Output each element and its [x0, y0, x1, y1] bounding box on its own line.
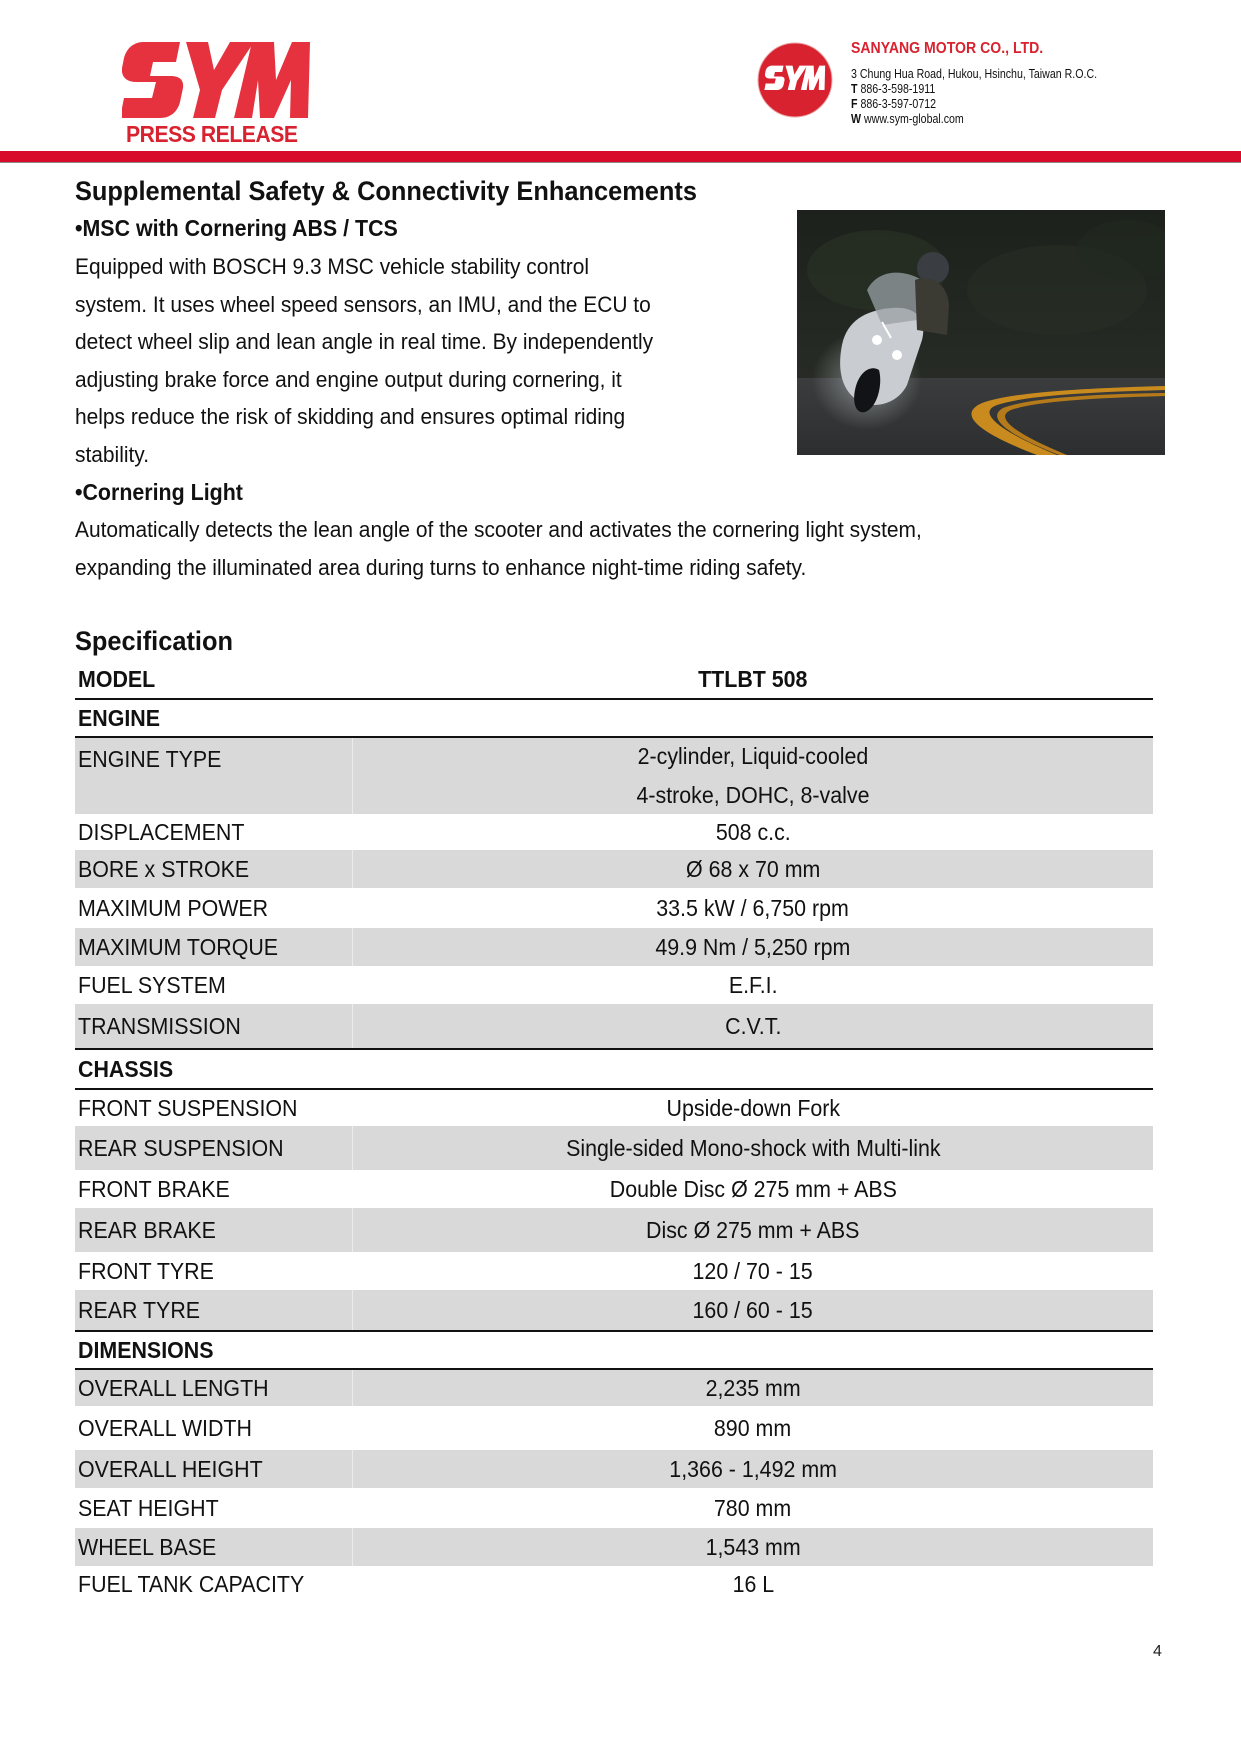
spec-value: 2-cylinder, Liquid-cooled 4-stroke, DOHC, 8-valve	[636, 743, 870, 808]
company-address: 3 Chung Hua Road, Hukou, Hsinchu, Taiwan R.O.C.	[851, 67, 1098, 81]
spec-label: REAR BRAKE	[75, 1208, 353, 1252]
spec-value: 160 / 60 - 15	[692, 1296, 814, 1323]
spec-value: Upside-down Fork	[666, 1094, 840, 1121]
spec-value: 1,543 mm	[705, 1533, 801, 1560]
company-phone	[851, 83, 1097, 98]
spec-row	[75, 888, 1153, 928]
sym-logo	[122, 40, 310, 122]
spec-value: 16 L	[732, 1570, 774, 1597]
spec-row	[75, 736, 1153, 814]
scooter-photo-illustration	[797, 210, 1165, 455]
spec-label: FRONT SUSPENSION	[78, 1094, 298, 1121]
spec-value: 780 mm	[714, 1494, 792, 1521]
fax-number: 886-3-597-0712	[860, 97, 937, 111]
spec-row	[75, 928, 1153, 966]
spec-value: 49.9 Nm / 5,250 rpm	[655, 933, 851, 960]
spec-label: BORE x STROKE	[75, 850, 353, 888]
spec-row	[75, 1252, 1153, 1290]
spec-label: FUEL SYSTEM	[78, 971, 226, 998]
spec-label: TRANSMISSION	[75, 1004, 353, 1048]
category-label: ENGINE	[78, 704, 161, 731]
model-row	[75, 660, 1153, 698]
spec-row	[75, 1450, 1153, 1488]
spec-label: WHEEL BASE	[75, 1528, 353, 1566]
page-number: 4	[1153, 1643, 1162, 1660]
spec-value: E.F.I.	[728, 971, 778, 998]
spec-label: OVERALL HEIGHT	[75, 1450, 353, 1488]
company-fax	[851, 98, 1097, 113]
spec-value: 33.5 kW / 6,750 rpm	[656, 894, 850, 921]
spec-row	[75, 1528, 1153, 1566]
spec-row	[75, 1566, 1153, 1602]
spec-label: FRONT TYRE	[78, 1257, 214, 1284]
category-label: DIMENSIONS	[78, 1336, 214, 1363]
spec-value: Double Disc Ø 275 mm + ABS	[609, 1175, 897, 1202]
spec-value: Disc Ø 275 mm + ABS	[646, 1216, 860, 1243]
spec-label: SEAT HEIGHT	[78, 1494, 219, 1521]
company-website	[851, 113, 1097, 128]
spec-row	[75, 850, 1153, 888]
spec-value: C.V.T.	[724, 1012, 782, 1039]
spec-value: 508 c.c.	[715, 818, 791, 845]
spec-row	[75, 966, 1153, 1004]
spec-value: 890 mm	[714, 1414, 792, 1441]
press-release-label: PRESS RELEASE	[126, 121, 298, 147]
spec-row	[75, 1126, 1153, 1170]
feature-title-cornering-light: •Cornering Light	[75, 479, 243, 505]
spec-value: Ø 68 x 70 mm	[685, 855, 821, 882]
feature-text-cornering-light: Automatically detects the lean angle of the scooter and activates the cornering light system, expanding the illuminated area during turns to enhance night-time riding safety.	[75, 517, 922, 580]
scooter-cornering-photo	[797, 210, 1165, 455]
model-value: TTLBT 508	[698, 665, 808, 692]
spec-label: FUEL TANK CAPACITY	[78, 1570, 305, 1597]
category-row-dimensions	[75, 1330, 1153, 1368]
spec-label: ENGINE TYPE	[75, 738, 353, 814]
spec-label: FRONT BRAKE	[78, 1175, 230, 1202]
spec-value: Single-sided Mono-shock with Multi-link	[565, 1134, 941, 1161]
company-info	[851, 41, 1141, 128]
spec-row	[75, 1004, 1153, 1048]
sym-circle-logo	[756, 41, 834, 119]
spec-label: DISPLACEMENT	[78, 818, 245, 845]
spec-value: 1,366 - 1,492 mm	[669, 1455, 837, 1482]
spec-row	[75, 814, 1153, 850]
category-label: CHASSIS	[78, 1055, 174, 1082]
spec-row	[75, 1406, 1153, 1450]
web-label: W	[851, 112, 862, 126]
spec-value: 120 / 70 - 15	[692, 1257, 814, 1284]
spec-row	[75, 1088, 1153, 1126]
spec-row	[75, 1368, 1153, 1406]
spec-row	[75, 1488, 1153, 1528]
spec-row	[75, 1208, 1153, 1252]
spec-label: OVERALL LENGTH	[75, 1370, 353, 1406]
model-label: MODEL	[78, 665, 156, 692]
spec-value: 2,235 mm	[705, 1374, 801, 1401]
category-row-engine	[75, 698, 1153, 736]
spec-row	[75, 1290, 1153, 1330]
phone-number: 886-3-598-1911	[860, 82, 936, 96]
fax-label: F	[851, 97, 858, 111]
spec-label: MAXIMUM TORQUE	[75, 928, 353, 966]
feature-text-msc: Equipped with BOSCH 9.3 MSC vehicle stability control system. It uses wheel speed sensors, an IMU, and the ECU to detect wheel slip and lean angle in real time. By independently adjusting brake force and engine output during cornering, it helps reduce the risk of skidding and ensures optimal riding stability.	[75, 254, 654, 467]
spec-row	[75, 1170, 1153, 1208]
safety-section-title: Supplemental Safety & Connectivity Enhancements	[75, 176, 697, 206]
company-name: SANYANG MOTOR CO., LTD.	[851, 40, 1044, 57]
specification-title: Specification	[75, 626, 233, 656]
header-divider	[0, 151, 1241, 162]
specification-table	[75, 660, 1153, 1602]
spec-label: OVERALL WIDTH	[78, 1414, 252, 1441]
spec-label: REAR TYRE	[75, 1290, 353, 1330]
phone-label: T	[851, 82, 858, 96]
header-divider-shadow	[0, 162, 1241, 163]
website-link[interactable]: www.sym-global.com	[864, 112, 964, 126]
category-row-chassis	[75, 1048, 1153, 1088]
feature-title-msc: •MSC with Cornering ABS / TCS	[75, 215, 398, 241]
spec-label: REAR SUSPENSION	[75, 1126, 353, 1170]
spec-label: MAXIMUM POWER	[78, 894, 269, 921]
